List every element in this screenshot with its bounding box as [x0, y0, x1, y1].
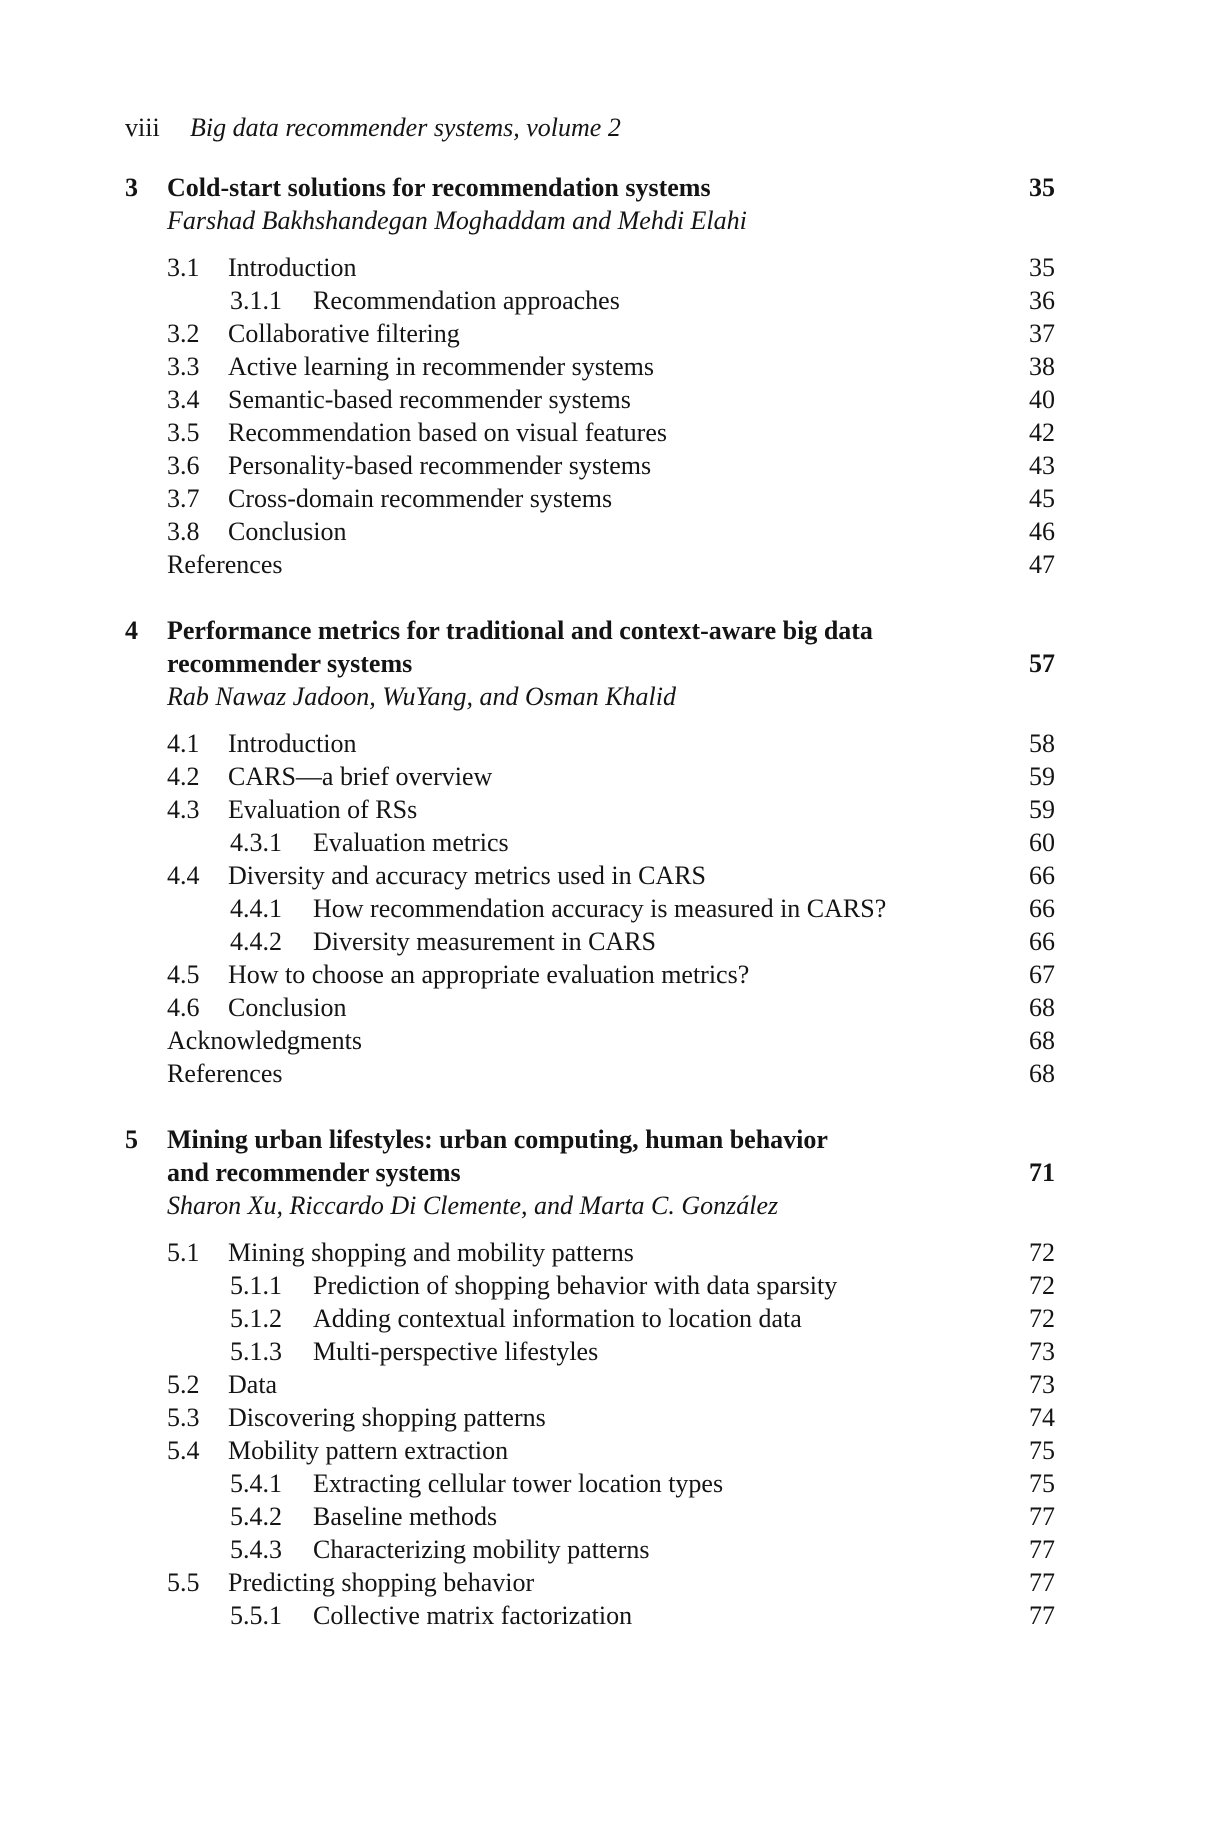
entry-page: 67	[1029, 960, 1055, 989]
entry-title: Extracting cellular tower location types	[313, 1469, 724, 1498]
entry-title: Active learning in recommender systems	[228, 352, 654, 381]
toc-entry[interactable]	[125, 1500, 1055, 1533]
chapter-heading-continued[interactable]	[125, 1156, 1055, 1189]
entry-page: 58	[1029, 729, 1055, 758]
entry-title: Introduction	[228, 729, 357, 758]
entry-page: 77	[1029, 1535, 1055, 1564]
toc-entry[interactable]	[125, 383, 1055, 416]
entry-title: Collaborative filtering	[228, 319, 460, 348]
chapter-number: 3	[125, 173, 138, 202]
toc-entry[interactable]	[125, 1236, 1055, 1269]
toc-entry[interactable]	[125, 1302, 1055, 1335]
chapter-number: 5	[125, 1125, 138, 1154]
entry-page: 59	[1029, 762, 1055, 791]
toc-entry[interactable]	[125, 859, 1055, 892]
entry-title: Conclusion	[228, 517, 347, 546]
chapter-title: Performance metrics for traditional and context-aware big data	[167, 616, 873, 645]
toc-entry[interactable]	[125, 892, 1055, 925]
entry-page: 59	[1029, 795, 1055, 824]
entry-page: 77	[1029, 1568, 1055, 1597]
entry-title: Mobility pattern extraction	[228, 1436, 509, 1465]
entry-page: 66	[1029, 894, 1055, 923]
chapter-title: recommender systems	[167, 649, 413, 678]
entry-number: 5.4.1	[230, 1469, 282, 1498]
entry-title: CARS—a brief overview	[228, 762, 493, 791]
entry-page: 40	[1029, 385, 1055, 414]
entry-number: 5.1.3	[230, 1337, 282, 1366]
entry-number: 3.7	[167, 484, 200, 513]
entry-page: 36	[1029, 286, 1055, 315]
entry-title: How recommendation accuracy is measured in CARS?	[313, 894, 887, 923]
entry-title: Predicting shopping behavior	[228, 1568, 535, 1597]
entry-title: Evaluation metrics	[313, 828, 509, 857]
toc-entry[interactable]	[125, 991, 1055, 1024]
chapter-heading[interactable]	[125, 171, 1055, 204]
table-of-contents	[125, 171, 1055, 1632]
entry-page: 38	[1029, 352, 1055, 381]
entry-title: Adding contextual information to location data	[313, 1304, 802, 1333]
entry-page: 75	[1029, 1436, 1055, 1465]
entry-number: 5.1	[167, 1238, 200, 1267]
chapter-3	[125, 171, 1055, 581]
entry-number: 3.4	[167, 385, 200, 414]
toc-entry[interactable]	[125, 449, 1055, 482]
toc-entry[interactable]	[125, 1401, 1055, 1434]
chapter-page: 35	[1029, 173, 1055, 202]
book-title: Big data recommender systems, volume 2	[190, 113, 621, 142]
toc-entry[interactable]	[125, 548, 1055, 581]
entry-page: 75	[1029, 1469, 1055, 1498]
toc-entry[interactable]	[125, 958, 1055, 991]
chapter-heading[interactable]	[125, 614, 1055, 647]
chapter-authors	[125, 680, 1055, 713]
toc-entry[interactable]	[125, 793, 1055, 826]
entry-page: 45	[1029, 484, 1055, 513]
chapter-heading-continued[interactable]	[125, 647, 1055, 680]
entry-number: 4.4	[167, 861, 200, 890]
entry-title: How to choose an appropriate evaluation metrics?	[228, 960, 750, 989]
chapter-authors	[125, 204, 1055, 237]
entry-title: Cross-domain recommender systems	[228, 484, 613, 513]
entry-page: 77	[1029, 1502, 1055, 1531]
chapter-page: 57	[1029, 649, 1055, 678]
toc-entry[interactable]	[125, 482, 1055, 515]
entry-page: 43	[1029, 451, 1055, 480]
entry-page: 60	[1029, 828, 1055, 857]
entry-title: Conclusion	[228, 993, 347, 1022]
entry-number: 4.1	[167, 729, 200, 758]
entry-page: 73	[1029, 1370, 1055, 1399]
entry-title: Multi-perspective lifestyles	[313, 1337, 599, 1366]
chapter-5	[125, 1123, 1055, 1632]
entry-page: 74	[1029, 1403, 1055, 1432]
entry-page: 46	[1029, 517, 1055, 546]
toc-entry[interactable]	[125, 727, 1055, 760]
entry-title: References	[167, 550, 283, 579]
chapter-authors	[125, 1189, 1055, 1222]
entry-number: 4.4.1	[230, 894, 282, 923]
entry-number: 5.5.1	[230, 1601, 282, 1630]
entry-title: Introduction	[228, 253, 357, 282]
entry-number: 4.3	[167, 795, 200, 824]
entry-number: 5.4.2	[230, 1502, 282, 1531]
entry-page: 72	[1029, 1271, 1055, 1300]
entry-number: 4.5	[167, 960, 200, 989]
entry-page: 68	[1029, 993, 1055, 1022]
entry-title: Personality-based recommender systems	[228, 451, 652, 480]
chapter-title: Cold-start solutions for recommendation systems	[167, 173, 711, 202]
entry-title: Discovering shopping patterns	[228, 1403, 546, 1432]
toc-entry[interactable]	[125, 1368, 1055, 1401]
entry-number: 5.4.3	[230, 1535, 282, 1564]
entry-number: 4.4.2	[230, 927, 282, 956]
toc-entry[interactable]	[125, 284, 1055, 317]
entry-number: 4.6	[167, 993, 200, 1022]
entry-page: 37	[1029, 319, 1055, 348]
entry-title: Diversity measurement in CARS	[313, 927, 657, 956]
entry-number: 4.2	[167, 762, 200, 791]
entry-page: 72	[1029, 1304, 1055, 1333]
toc-entry[interactable]	[125, 760, 1055, 793]
entry-title: Data	[228, 1370, 278, 1399]
entry-page: 68	[1029, 1059, 1055, 1088]
toc-entry[interactable]	[125, 1024, 1055, 1057]
entry-number: 5.4	[167, 1436, 200, 1465]
entry-title: Diversity and accuracy metrics used in CARS	[228, 861, 706, 890]
entry-number: 5.1.2	[230, 1304, 282, 1333]
toc-entry[interactable]	[125, 515, 1055, 548]
entry-number: 3.2	[167, 319, 200, 348]
toc-entry[interactable]	[125, 1057, 1055, 1090]
entry-title: Prediction of shopping behavior with data sparsity	[313, 1271, 838, 1300]
toc-entry[interactable]	[125, 1269, 1055, 1302]
entry-page: 72	[1029, 1238, 1055, 1267]
entry-title: Acknowledgments	[167, 1026, 362, 1055]
entry-title: Evaluation of RSs	[228, 795, 418, 824]
entry-title: Characterizing mobility patterns	[313, 1535, 650, 1564]
toc-entry[interactable]	[125, 1566, 1055, 1599]
toc-entry[interactable]	[125, 826, 1055, 859]
toc-entry[interactable]	[125, 416, 1055, 449]
entry-page: 66	[1029, 927, 1055, 956]
entry-page: 73	[1029, 1337, 1055, 1366]
entry-title: Baseline methods	[313, 1502, 498, 1531]
entry-page: 47	[1029, 550, 1055, 579]
authors-text: Farshad Bakhshandegan Moghaddam and Mehdi Elahi	[167, 206, 747, 235]
entry-number: 5.2	[167, 1370, 200, 1399]
entry-title: Semantic-based recommender systems	[228, 385, 631, 414]
chapter-number: 4	[125, 616, 138, 645]
toc-entry[interactable]	[125, 925, 1055, 958]
chapter-page: 71	[1029, 1158, 1055, 1187]
entry-title: References	[167, 1059, 283, 1088]
entry-page: 77	[1029, 1601, 1055, 1630]
toc-entry[interactable]	[125, 1467, 1055, 1500]
entry-page: 35	[1029, 253, 1055, 282]
entry-number: 3.3	[167, 352, 200, 381]
entry-title: Recommendation approaches	[313, 286, 620, 315]
chapter-title: and recommender systems	[167, 1158, 461, 1187]
entry-page: 68	[1029, 1026, 1055, 1055]
entry-number: 3.5	[167, 418, 200, 447]
entry-number: 4.3.1	[230, 828, 282, 857]
entry-title: Recommendation based on visual features	[228, 418, 667, 447]
entry-number: 5.1.1	[230, 1271, 282, 1300]
toc-entry[interactable]	[125, 1335, 1055, 1368]
chapter-heading[interactable]	[125, 1123, 1055, 1156]
entry-number: 3.8	[167, 517, 200, 546]
authors-text: Sharon Xu, Riccardo Di Clemente, and Marta C. González	[167, 1191, 779, 1220]
entry-number: 5.5	[167, 1568, 200, 1597]
entry-number: 5.3	[167, 1403, 200, 1432]
toc-entry[interactable]	[125, 317, 1055, 350]
chapter-4	[125, 614, 1055, 1090]
entry-number: 3.1.1	[230, 286, 282, 315]
authors-text: Rab Nawaz Jadoon, WuYang, and Osman Khalid	[167, 682, 676, 711]
chapter-title: Mining urban lifestyles: urban computing, human behavior	[167, 1125, 828, 1154]
entry-page: 42	[1029, 418, 1055, 447]
entry-title: Mining shopping and mobility patterns	[228, 1238, 634, 1267]
page-folio: viii	[125, 113, 160, 142]
toc-entry[interactable]	[125, 1533, 1055, 1566]
entry-number: 3.6	[167, 451, 200, 480]
running-head	[125, 110, 621, 146]
toc-entry[interactable]	[125, 1599, 1055, 1632]
entry-page: 66	[1029, 861, 1055, 890]
entry-title: Collective matrix factorization	[313, 1601, 633, 1630]
toc-entry[interactable]	[125, 251, 1055, 284]
toc-entry[interactable]	[125, 350, 1055, 383]
entry-number: 3.1	[167, 253, 200, 282]
toc-entry[interactable]	[125, 1434, 1055, 1467]
